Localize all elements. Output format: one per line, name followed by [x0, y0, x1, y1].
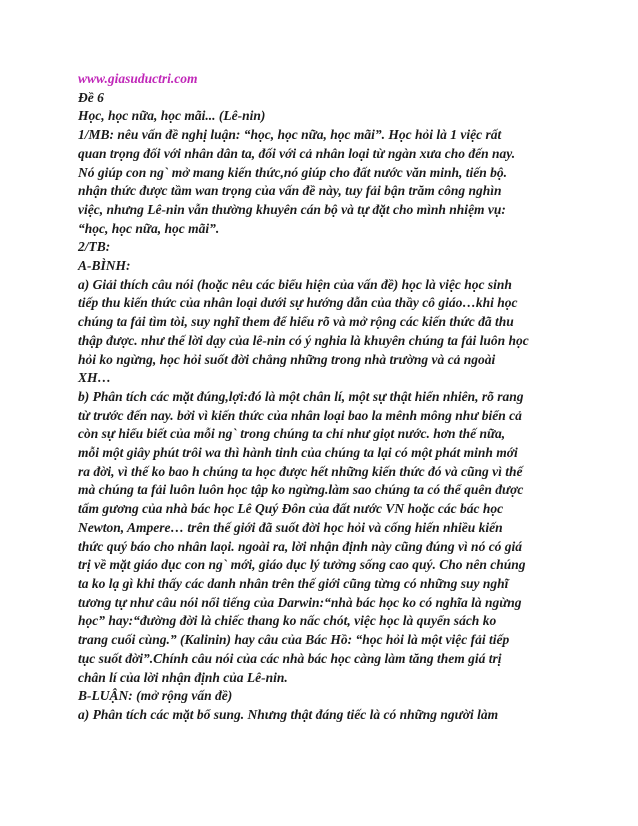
text-line: còn sự hiểu biết của mỗi ng` trong chúng ta chỉ như giọt nước. hơn thế nữa, — [78, 426, 506, 442]
text-line: b) Phân tích các mặt đúng,lợi:đó là một chân lí, một sự thật hiển nhiên, rõ rang — [78, 388, 524, 404]
text-line: học” hay:“đường đời là chiếc thang ko nấc chót, việc học là quyển sách ko — [78, 613, 497, 629]
exam-number: Đề 6 — [78, 89, 104, 105]
text-line: nhận thức được tầm wan trọng của vấn đề này, tuy fải bận trăm công nghìn — [78, 183, 502, 199]
section-heading: B-LUẬN: (mở rộng vấn đề) — [78, 688, 233, 704]
text-line: tấm gương của nhà bác học Lê Quý Đôn của đất nước VN hoặc các bác học — [78, 501, 504, 517]
text-line: a) Giải thích câu nói (hoặc nêu các biểu hiện của vấn đề) học là việc học sinh — [78, 276, 512, 292]
text-line: thập được. như thế lời dạy của lê-nin có ý nghia là khuyên chúng ta fải luôn học — [78, 332, 529, 348]
text-line: 1/MB: nêu vấn đề nghị luận: “học, học nữa, học mãi”. Học hỏi là 1 việc rất — [78, 127, 502, 143]
text-line: trang cuối cùng.” (Kalinin) hay câu của Bác Hồ: “học hỏi là một việc fải tiếp — [78, 632, 510, 648]
document-body — [78, 70, 578, 725]
text-line: chân lí của lời nhận định của Lê-nin. — [78, 669, 288, 685]
text-line: tục suốt đời”.Chính câu nói của các nhà bác học càng làm tăng them giá trị — [78, 650, 502, 666]
section-heading: 2/TB: — [78, 239, 111, 255]
section-heading: A-BÌNH: — [78, 258, 131, 274]
essay-title: Học, học nữa, học mãi... (Lê-nin) — [78, 108, 266, 124]
text-line: XH… — [78, 370, 112, 386]
text-line: thức quý báo cho nhân laọi. ngoài ra, lời nhận định này cũng đúng vì nó có giá — [78, 538, 523, 554]
text-line: việc, nhưng Lê-nin vẫn thường khuyên cán bộ và tự đặt cho mình nhiệm vụ: — [78, 201, 506, 217]
text-line: từ trước đến nay. bởi vì kiến thức của nhân loại bao la mênh mông như biển cả — [78, 407, 522, 423]
text-line: tương tự như câu nói nổi tiếng của Darwin:“nhà bác học ko có nghĩa là ngừng — [78, 594, 522, 610]
text-line: trị về mặt giáo dục con ng` mới, giáo dục lý tưởng sống cao quý. Cho nên chúng — [78, 557, 526, 573]
text-line: ra đời, vì thế ko bao h chúng ta học được hết những kiến thức đó và cũng vì thế — [78, 463, 523, 479]
text-line: ta ko lạ gì khi thấy các danh nhân trên thế giới cũng từng có những suy nghĩ — [78, 575, 509, 591]
text-line: tiếp thu kiến thức của nhân loại dưới sự hướng dẫn của thầy cô giáo…khi học — [78, 295, 518, 311]
text-line: Nó giúp con ng` mở mang kiến thức,nó giúp cho đất nước văn minh, tiến bộ. — [78, 164, 507, 180]
text-line: Newton, Ampere… trên thế giới đã suốt đời học hỏi và cống hiến nhiều kiến — [78, 519, 503, 535]
text-line: chúng ta fải tìm tòi, suy nghĩ them để hiểu rõ và mở rộng các kiến thức đã thu — [78, 314, 514, 330]
text-line: mỗi một giây phút trôi wa thì hành tinh của chúng ta lại có một phát minh mới — [78, 445, 518, 461]
site-link[interactable]: www.giasuductri.com — [78, 71, 198, 86]
text-line: quan trọng đối với nhân dân ta, đối với cả nhân loại từ ngàn xưa cho đến nay. — [78, 145, 516, 161]
text-line: mà chúng ta fải luôn luôn học tập ko ngừng.làm sao chúng ta có thể quên được — [78, 482, 524, 498]
text-line: a) Phân tích các mặt bổ sung. Nhưng thật đáng tiếc là có những người làm — [78, 706, 499, 722]
text-line: hỏi ko ngừng, học hỏi suốt đời chẳng những trong nhà trường và cả ngoài — [78, 351, 496, 367]
text-line: “học, học nữa, học mãi”. — [78, 220, 220, 236]
